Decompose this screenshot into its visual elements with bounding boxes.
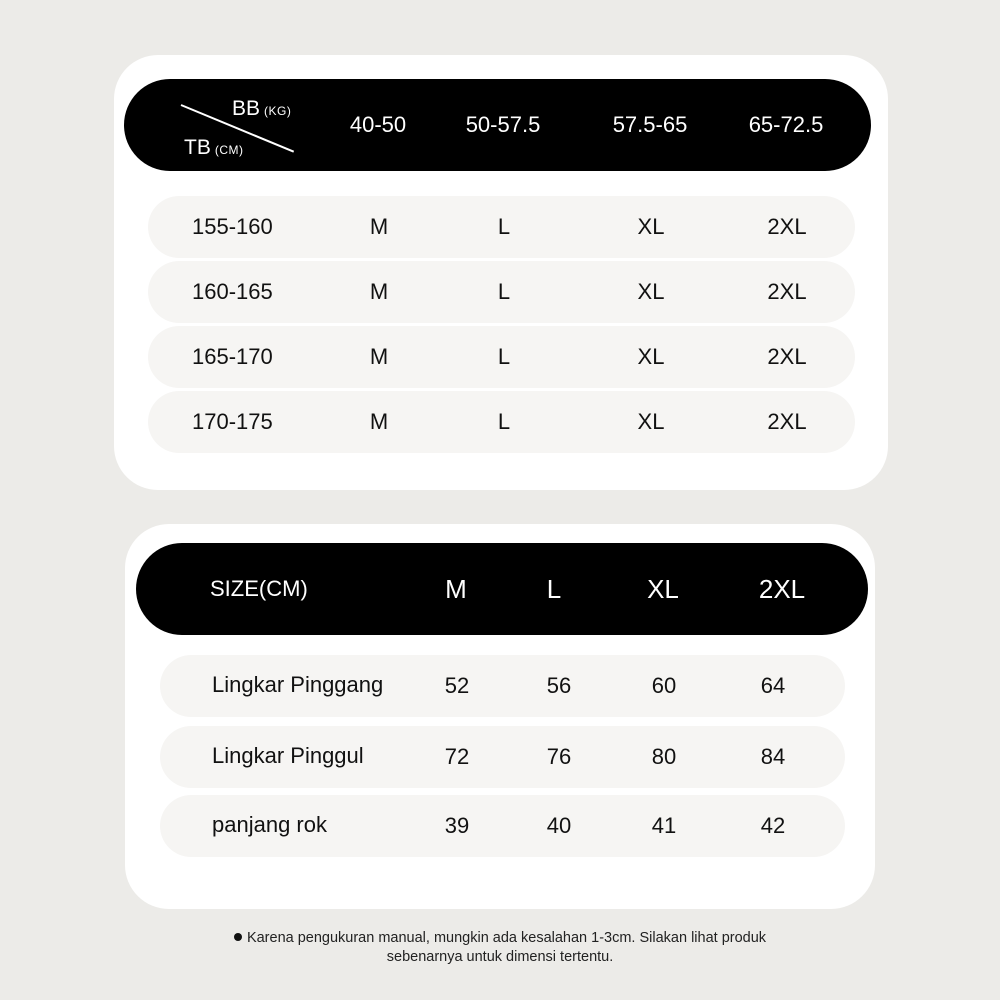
measurement-value: 76 — [546, 744, 572, 769]
size-cell: L — [497, 279, 511, 304]
size-column-header: XL — [647, 574, 679, 604]
weight-height-size-card — [114, 55, 888, 490]
table-row — [148, 391, 855, 453]
measurement-value: 84 — [760, 744, 786, 769]
table-row — [148, 196, 855, 258]
height-range: 155-160 — [192, 214, 273, 239]
height-range: 170-175 — [192, 409, 273, 434]
measurement-value: 52 — [444, 673, 470, 698]
table-row — [160, 726, 845, 788]
size-cell: L — [497, 409, 511, 434]
measurement-value: 72 — [444, 744, 470, 769]
size-cell: XL — [637, 344, 665, 369]
table-row — [148, 261, 855, 323]
measurement-disclaimer — [0, 929, 1000, 967]
size-column-header: L — [546, 574, 562, 604]
size-cell: XL — [637, 279, 665, 304]
measurement-value: 41 — [651, 813, 677, 838]
measurement-value: 39 — [444, 813, 470, 838]
height-range: 165-170 — [192, 344, 273, 369]
size-cell: XL — [637, 214, 665, 239]
size-cell: L — [497, 344, 511, 369]
measurement-value: 40 — [546, 813, 572, 838]
size-column-header: 2XL — [758, 574, 806, 604]
measurement-value: 64 — [760, 673, 786, 698]
size-cell: M — [369, 344, 389, 369]
height-range: 160-165 — [192, 279, 273, 304]
bullet-icon — [234, 933, 242, 941]
size-cell: M — [369, 279, 389, 304]
weight-column-header: 57.5-65 — [612, 112, 688, 137]
disclaimer-line-2: sebenarnya untuk dimensi tertentu. — [386, 949, 614, 965]
measurement-value: 80 — [651, 744, 677, 769]
size-cell: L — [497, 214, 511, 239]
measurement-table-header — [136, 543, 868, 635]
weight-column-header: 65-72.5 — [748, 112, 824, 137]
measurement-value: 56 — [546, 673, 572, 698]
size-cell: 2XL — [767, 279, 807, 304]
size-cell: XL — [637, 409, 665, 434]
weight-column-header: 50-57.5 — [465, 112, 541, 137]
table-row — [160, 655, 845, 717]
measurement-value: 60 — [651, 673, 677, 698]
weight-height-table-header — [124, 79, 871, 171]
measurement-value: 42 — [760, 813, 786, 838]
corner-height-label: TB (CM) — [184, 136, 244, 159]
size-cell: 2XL — [767, 344, 807, 369]
size-cm-header: SIZE(CM) — [210, 576, 308, 601]
measurement-label: Lingkar Pinggang — [212, 672, 384, 697]
measurement-label: panjang rok — [212, 812, 327, 837]
disclaimer-line-1: Karena pengukuran manual, mungkin ada kesalahan 1-3cm. Silakan lihat produk — [0, 929, 1000, 948]
corner-weight-label: BB (KG) — [232, 97, 292, 120]
table-row — [160, 795, 845, 857]
size-column-header: M — [445, 574, 467, 604]
size-cell: M — [369, 214, 389, 239]
measurement-card — [125, 524, 875, 909]
size-cell: 2XL — [767, 409, 807, 434]
size-cell: 2XL — [767, 214, 807, 239]
table-row — [148, 326, 855, 388]
measurement-label: Lingkar Pinggul — [212, 743, 364, 768]
weight-column-header: 40-50 — [349, 112, 407, 137]
size-cell: M — [369, 409, 389, 434]
